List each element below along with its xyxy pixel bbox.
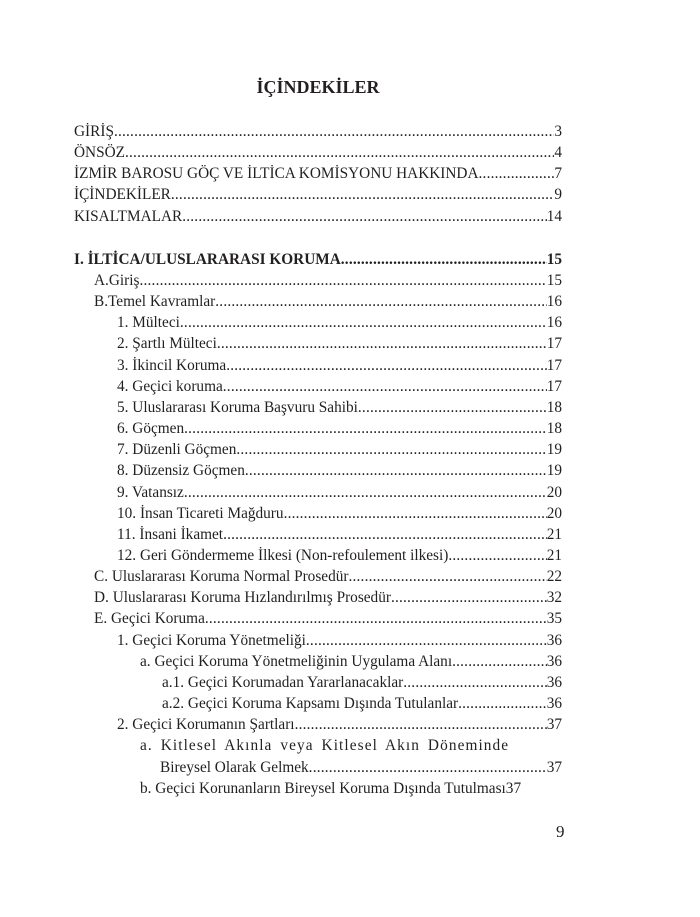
toc-entry[interactable]: 2. Şartlı Mülteci ..... 17 — [74, 333, 562, 354]
dot-leader — [215, 291, 546, 312]
dot-leader — [245, 460, 547, 481]
toc-entry[interactable]: İZMİR BAROSU GÖÇ VE İLTİCA KOMİSYONU HAKKINDA ..... 7 — [74, 163, 562, 184]
dot-leader — [284, 503, 547, 524]
dot-leader — [217, 333, 547, 354]
toc-entry[interactable]: C. Uluslararası Koruma Normal Prosedür ..... 22 — [74, 566, 562, 587]
toc-entry[interactable]: a.1. Geçici Korumadan Yararlanacaklar ..... 36 — [74, 672, 562, 693]
toc-entry[interactable]: KISALTMALAR ..... 14 — [74, 206, 562, 227]
toc-entry[interactable]: 6. Göçmen ..... 18 — [74, 418, 562, 439]
page-number: 9 — [556, 822, 565, 841]
toc-entry[interactable]: 4. Geçici koruma ..... 17 — [74, 376, 562, 397]
dot-leader — [223, 376, 547, 397]
toc-entry[interactable]: GİRİŞ ..... 3 — [74, 121, 562, 142]
toc-entry[interactable]: E. Geçici Koruma ..... 35 — [74, 608, 562, 629]
toc-chapter[interactable]: I. İLTİCA/ULUSLARARASI KORUMA ..... 15 — [74, 249, 562, 270]
dot-leader — [171, 184, 554, 205]
toc-entry[interactable]: a.2. Geçici Koruma Kapsamı Dışında Tutulanlar ..... 36 — [74, 693, 562, 714]
dot-leader — [205, 608, 547, 629]
toc-entry[interactable]: 10. İnsan Ticareti Mağduru ..... 20 — [74, 503, 562, 524]
toc-entry[interactable]: D. Uluslararası Koruma Hızlandırılmış Prosedür ..... 32 — [74, 587, 562, 608]
dot-leader — [458, 693, 547, 714]
dot-leader — [391, 587, 547, 608]
dot-leader — [341, 249, 547, 270]
dot-leader — [226, 355, 547, 376]
dot-leader — [184, 482, 547, 503]
dot-leader — [309, 757, 547, 778]
dot-leader — [358, 397, 547, 418]
toc-entry[interactable]: 12. Geri Göndermeme İlkesi (Non-refoulement ilkesi) ..... 21 — [74, 545, 562, 566]
dot-leader — [452, 651, 547, 672]
dot-leader — [306, 630, 547, 651]
toc-entry[interactable]: 3. İkincil Koruma ..... 17 — [74, 355, 562, 376]
dot-leader — [295, 714, 547, 735]
toc-entry[interactable]: 8. Düzensiz Göçmen ..... 19 — [74, 460, 562, 481]
toc-entry[interactable]: 11. İnsani İkamet ..... 21 — [74, 524, 562, 545]
dot-leader — [184, 418, 547, 439]
toc-entry-multiline-cont[interactable]: Bireysel Olarak Gelmek ..... 37 — [74, 757, 562, 778]
toc-entry[interactable]: 7. Düzenli Göçmen ..... 19 — [74, 439, 562, 460]
dot-leader — [182, 206, 546, 227]
dot-leader — [479, 163, 555, 184]
dot-leader — [114, 121, 554, 142]
dot-leader — [180, 312, 547, 333]
dot-leader — [223, 524, 547, 545]
toc-entry[interactable]: 5. Uluslararası Koruma Başvuru Sahibi ..... 18 — [74, 397, 562, 418]
toc-entry[interactable]: b. Geçici Korunanların Bireysel Koruma Dışında Tutulması 37 — [140, 779, 522, 797]
toc-entry[interactable]: 1. Geçici Koruma Yönetmeliği ..... 36 — [74, 630, 562, 651]
toc-entry-multiline[interactable]: a. Kitlesel Akınla veya Kitlesel Akın Döneminde — [140, 737, 510, 755]
toc-entry[interactable]: 2. Geçici Korumanın Şartları ..... 37 — [74, 714, 562, 735]
toc-entry[interactable]: A.Giriş ..... 15 — [74, 270, 562, 291]
dot-leader — [403, 672, 546, 693]
dot-leader — [448, 545, 546, 566]
toc-entry[interactable]: a. Geçici Koruma Yönetmeliğinin Uygulama Alanı ..... 36 — [74, 651, 562, 672]
dot-leader — [348, 566, 546, 587]
toc-entry[interactable]: 9. Vatansız ..... 20 — [74, 482, 562, 503]
dot-leader — [139, 270, 546, 291]
table-of-contents — [74, 121, 562, 799]
page-title: İÇİNDEKİLER — [256, 77, 380, 97]
dot-leader — [236, 439, 546, 460]
toc-entry[interactable]: 1. Mülteci ..... 16 — [74, 312, 562, 333]
dot-leader — [125, 142, 554, 163]
toc-entry[interactable]: İÇİNDEKİLER ..... 9 — [74, 184, 562, 205]
toc-entry[interactable]: ÖNSÖZ ..... 4 — [74, 142, 562, 163]
toc-entry[interactable]: B.Temel Kavramlar ..... 16 — [74, 291, 562, 312]
